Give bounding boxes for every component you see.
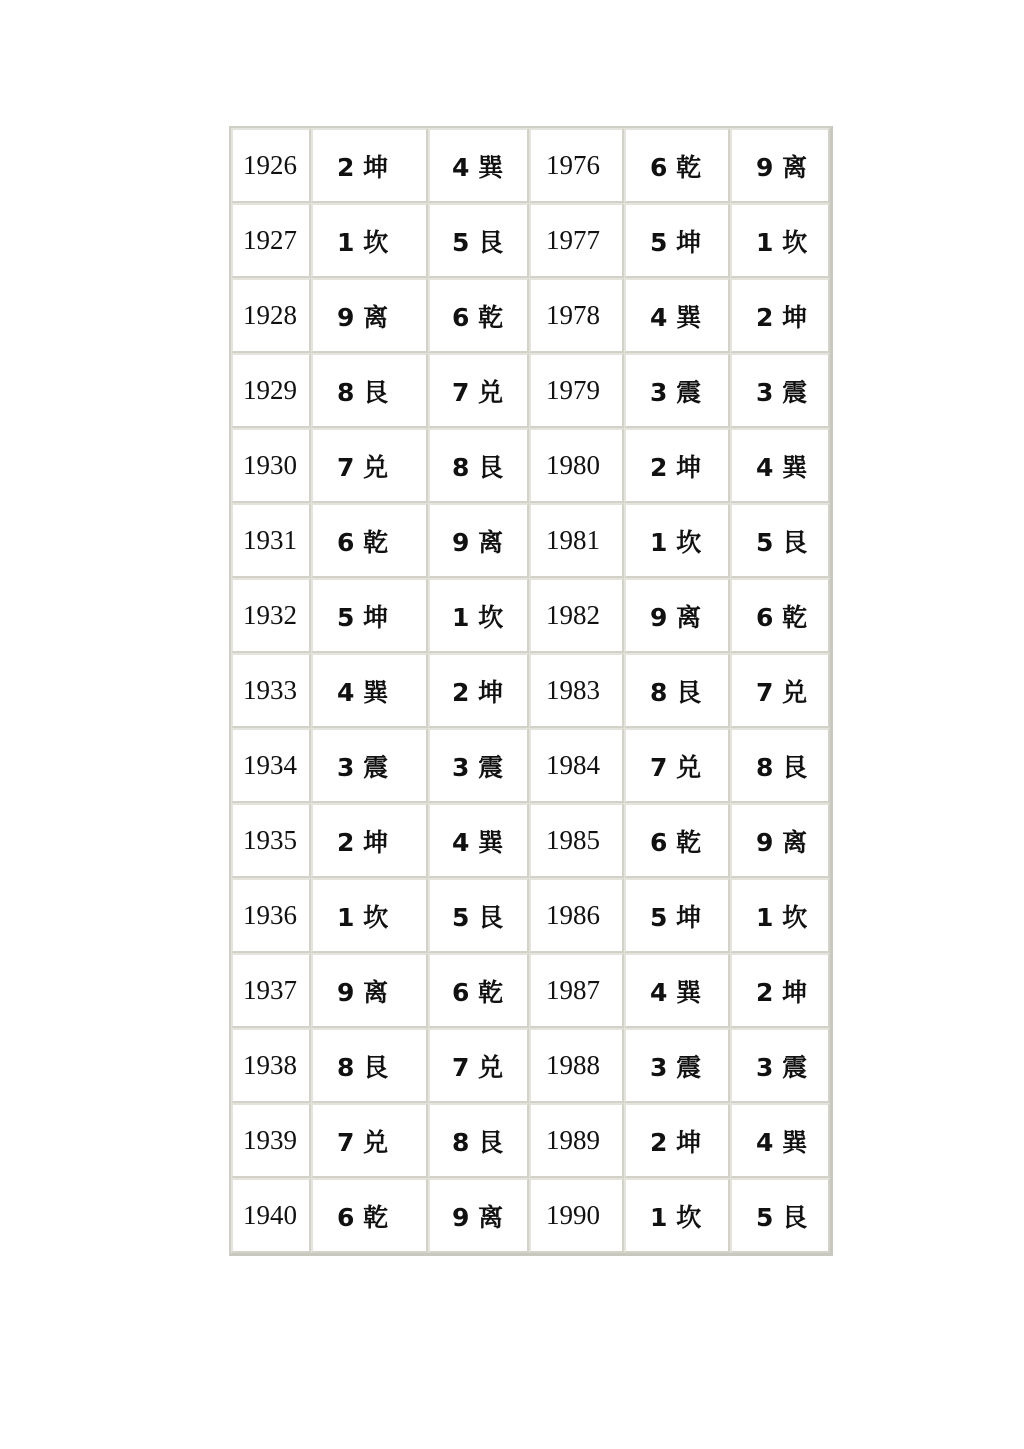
table-row [231,1028,830,1103]
gua-number-table [229,126,833,1256]
gua-cell: 5 坤 [311,578,428,653]
year-cell: 1929 [231,353,311,428]
gua-cell: 2 坤 [730,278,830,353]
year-cell: 1989 [529,1103,624,1178]
table-row [231,1103,830,1178]
table-row [231,353,830,428]
year-cell: 1977 [529,203,624,278]
table-row [231,653,830,728]
table-row [231,1178,830,1253]
gua-cell: 1 坎 [730,878,830,953]
year-cell: 1933 [231,653,311,728]
gua-cell: 5 坤 [624,203,730,278]
year-cell: 1984 [529,728,624,803]
gua-cell: 3 震 [311,728,428,803]
gua-cell: 5 艮 [428,203,529,278]
gua-cell: 2 坤 [624,428,730,503]
gua-cell: 5 艮 [730,1178,830,1253]
gua-cell: 1 坎 [624,503,730,578]
gua-cell: 9 离 [730,803,830,878]
gua-cell: 4 巽 [624,953,730,1028]
year-cell: 1982 [529,578,624,653]
year-cell: 1990 [529,1178,624,1253]
gua-cell: 2 坤 [428,653,529,728]
gua-cell: 8 艮 [428,428,529,503]
year-cell: 1976 [529,128,624,203]
year-cell: 1985 [529,803,624,878]
year-cell: 1983 [529,653,624,728]
table-row [231,278,830,353]
year-cell: 1988 [529,1028,624,1103]
year-cell: 1937 [231,953,311,1028]
year-cell: 1987 [529,953,624,1028]
table-row [231,953,830,1028]
gua-cell: 5 艮 [730,503,830,578]
year-cell: 1930 [231,428,311,503]
gua-cell: 9 离 [428,503,529,578]
gua-cell: 3 震 [624,1028,730,1103]
gua-cell: 7 兑 [428,1028,529,1103]
gua-cell: 2 坤 [311,803,428,878]
gua-cell: 1 坎 [428,578,529,653]
table-row [231,878,830,953]
gua-cell: 1 坎 [624,1178,730,1253]
gua-cell: 9 离 [311,278,428,353]
gua-cell: 3 震 [730,1028,830,1103]
gua-cell: 8 艮 [311,353,428,428]
year-cell: 1935 [231,803,311,878]
gua-cell: 8 艮 [730,728,830,803]
gua-cell: 4 巽 [730,1103,830,1178]
table-body [231,128,830,1253]
year-cell: 1932 [231,578,311,653]
gua-cell: 4 巽 [730,428,830,503]
gua-cell: 5 艮 [428,878,529,953]
gua-cell: 6 乾 [730,578,830,653]
gua-cell: 2 坤 [730,953,830,1028]
year-cell: 1978 [529,278,624,353]
table-row [231,578,830,653]
gua-cell: 4 巽 [428,128,529,203]
gua-cell: 7 兑 [428,353,529,428]
gua-cell: 7 兑 [311,1103,428,1178]
year-cell: 1931 [231,503,311,578]
gua-cell: 8 艮 [624,653,730,728]
gua-cell: 9 离 [311,953,428,1028]
gua-cell: 1 坎 [311,878,428,953]
gua-cell: 6 乾 [624,128,730,203]
year-cell: 1927 [231,203,311,278]
gua-cell: 6 乾 [624,803,730,878]
gua-cell: 4 巽 [311,653,428,728]
year-cell: 1936 [231,878,311,953]
year-cell: 1980 [529,428,624,503]
table-row [231,803,830,878]
table-row [231,203,830,278]
gua-cell: 4 巽 [428,803,529,878]
gua-cell: 5 坤 [624,878,730,953]
gua-cell: 3 震 [428,728,529,803]
table-row [231,428,830,503]
year-cell: 1940 [231,1178,311,1253]
table-row [231,728,830,803]
year-cell: 1981 [529,503,624,578]
gua-cell: 6 乾 [428,278,529,353]
year-cell: 1934 [231,728,311,803]
gua-cell: 2 坤 [624,1103,730,1178]
gua-cell: 3 震 [624,353,730,428]
gua-cell: 8 艮 [428,1103,529,1178]
gua-cell: 7 兑 [624,728,730,803]
gua-cell: 3 震 [730,353,830,428]
year-cell: 1938 [231,1028,311,1103]
table-row [231,503,830,578]
gua-cell: 1 坎 [730,203,830,278]
gua-cell: 6 乾 [428,953,529,1028]
table-row [231,128,830,203]
gua-cell: 6 乾 [311,1178,428,1253]
gua-cell: 8 艮 [311,1028,428,1103]
gua-cell: 9 离 [624,578,730,653]
gua-cell: 2 坤 [311,128,428,203]
gua-cell: 9 离 [730,128,830,203]
gua-cell: 7 兑 [730,653,830,728]
year-cell: 1926 [231,128,311,203]
gua-cell: 7 兑 [311,428,428,503]
year-cell: 1939 [231,1103,311,1178]
year-cell: 1928 [231,278,311,353]
year-cell: 1979 [529,353,624,428]
year-cell: 1986 [529,878,624,953]
gua-cell: 9 离 [428,1178,529,1253]
gua-cell: 1 坎 [311,203,428,278]
gua-cell: 6 乾 [311,503,428,578]
gua-cell: 4 巽 [624,278,730,353]
